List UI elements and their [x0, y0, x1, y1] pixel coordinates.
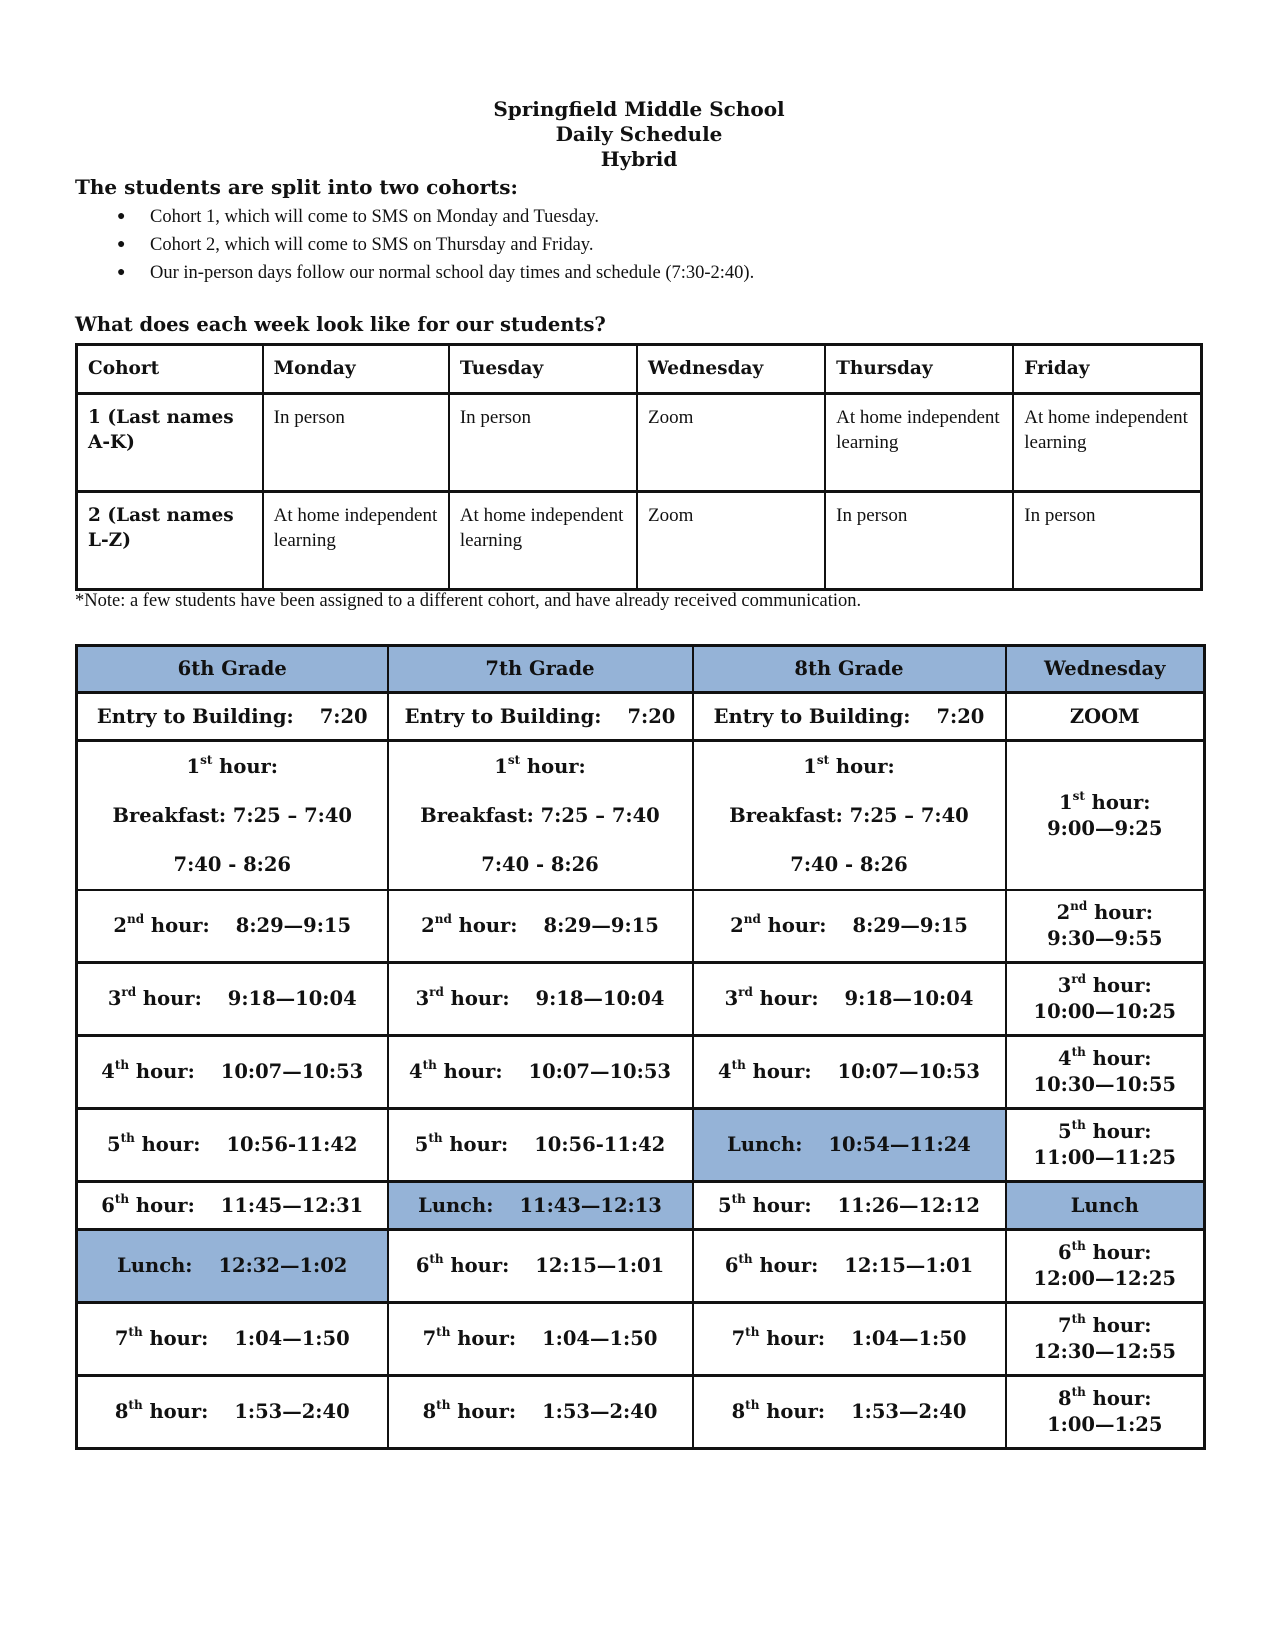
wednesday-period-cell: 4th hour: 10:30—10:55 — [1006, 1036, 1205, 1109]
period-cell: 4th hour: 10:07—10:53 — [77, 1036, 388, 1109]
period-cell: 3rd hour: 9:18—10:04 — [693, 963, 1006, 1036]
column-header: Cohort — [77, 345, 263, 394]
school-name: Springfield Middle School — [493, 97, 785, 121]
table-cell: At home independent learning — [449, 492, 637, 590]
cohort-cell: 1 (Last names A-K) — [77, 394, 263, 492]
document-title — [75, 97, 1203, 172]
period-cell: 7th hour: 1:04—1:50 — [693, 1303, 1006, 1376]
period-cell: 2nd hour: 8:29—9:15 — [77, 890, 388, 963]
schedule-title: Daily Schedule — [555, 122, 723, 146]
wednesday-period-cell: 8th hour: 1:00—1:25 — [1006, 1376, 1205, 1449]
period-cell: 2nd hour: 8:29—9:15 — [388, 890, 693, 963]
column-header: Tuesday — [449, 345, 637, 394]
period-cell: 7th hour: 1:04—1:50 — [77, 1303, 388, 1376]
period-cell: 4th hour: 10:07—10:53 — [388, 1036, 693, 1109]
wednesday-period-cell: 3rd hour: 10:00—10:25 — [1006, 963, 1205, 1036]
first-hour-cell: 1st hour: Breakfast: 7:25 – 7:40 7:40 - 8:26 — [77, 741, 388, 891]
table-cell: At home independent learning — [825, 394, 1013, 492]
period-cell: 6th hour: 12:15—1:01 — [388, 1230, 693, 1303]
wednesday-period-cell: 5th hour: 11:00—11:25 — [1006, 1109, 1205, 1182]
period-cell: 5th hour: 10:56-11:42 — [77, 1109, 388, 1182]
period-cell: 3rd hour: 9:18—10:04 — [77, 963, 388, 1036]
entry-cell: Entry to Building: 7:20 — [693, 693, 1006, 741]
period-cell: 8th hour: 1:53—2:40 — [388, 1376, 693, 1449]
table-row — [77, 394, 1202, 492]
period-cell: 2nd hour: 8:29—9:15 — [693, 890, 1006, 963]
entry-row — [77, 693, 1205, 741]
schedule-mode: Hybrid — [600, 147, 678, 171]
daily-schedule-table — [75, 644, 1206, 1450]
table-row — [77, 492, 1202, 590]
cohort-bullet-list — [75, 203, 754, 287]
period-cell: 6th hour: 12:15—1:01 — [693, 1230, 1006, 1303]
schedule-row — [77, 1182, 1205, 1230]
period-cell: 3rd hour: 9:18—10:04 — [388, 963, 693, 1036]
table-cell: At home independent learning — [1013, 394, 1201, 492]
bullet-dot-icon: ● — [117, 265, 126, 280]
wednesday-lunch-cell: Lunch — [1006, 1182, 1205, 1230]
period-cell: 7th hour: 1:04—1:50 — [388, 1303, 693, 1376]
table-cell: Zoom — [637, 492, 825, 590]
lunch-cell: Lunch: 10:54—11:24 — [693, 1109, 1006, 1182]
table-cell: Zoom — [637, 394, 825, 492]
column-header: Wednesday — [637, 345, 825, 394]
entry-cell: ZOOM — [1006, 693, 1205, 741]
bullet-dot-icon: ● — [117, 209, 126, 224]
cohort-cell: 2 (Last names L-Z) — [77, 492, 263, 590]
wednesday-period-cell: 6th hour: 12:00—12:25 — [1006, 1230, 1205, 1303]
bullet-dot-icon: ● — [117, 237, 126, 252]
period-cell: 5th hour: 10:56-11:42 — [388, 1109, 693, 1182]
table-cell: At home independent learning — [263, 492, 449, 590]
schedule-row — [77, 1230, 1205, 1303]
first-hour-row — [77, 741, 1205, 891]
table-cell: In person — [825, 492, 1013, 590]
column-header: Friday — [1013, 345, 1201, 394]
week-heading: What does each week look like for our students? — [75, 313, 606, 336]
column-header: Monday — [263, 345, 449, 394]
first-hour-cell: 1st hour: Breakfast: 7:25 – 7:40 7:40 - 8:26 — [388, 741, 693, 891]
weekly-cohort-table — [75, 343, 1203, 591]
period-cell: 8th hour: 1:53—2:40 — [693, 1376, 1006, 1449]
column-header: 6th Grade — [77, 646, 388, 693]
wednesday-period-cell: 7th hour: 12:30—12:55 — [1006, 1303, 1205, 1376]
wednesday-first-hour-cell: 1st hour: 9:00—9:25 — [1006, 741, 1205, 891]
table-cell: In person — [449, 394, 637, 492]
first-hour-cell: 1st hour: Breakfast: 7:25 – 7:40 7:40 - 8:26 — [693, 741, 1006, 891]
column-header: Thursday — [825, 345, 1013, 394]
schedule-row — [77, 1109, 1205, 1182]
bullet-item: ● Cohort 1, which will come to SMS on Monday and Tuesday. — [75, 203, 754, 231]
column-header: Wednesday — [1006, 646, 1205, 693]
period-cell: 8th hour: 1:53—2:40 — [77, 1376, 388, 1449]
table-cell: In person — [263, 394, 449, 492]
schedule-header-row — [77, 646, 1205, 693]
period-cell: 6th hour: 11:45—12:31 — [77, 1182, 388, 1230]
period-cell: 5th hour: 11:26—12:12 — [693, 1182, 1006, 1230]
cohort-intro-heading: The students are split into two cohorts: — [75, 175, 518, 199]
schedule-row — [77, 1376, 1205, 1449]
column-header: 8th Grade — [693, 646, 1006, 693]
table-cell: In person — [1013, 492, 1201, 590]
schedule-row — [77, 1303, 1205, 1376]
lunch-cell: Lunch: 11:43—12:13 — [388, 1182, 693, 1230]
bullet-item: ● Our in-person days follow our normal school day times and schedule (7:30-2:40). — [75, 259, 754, 287]
column-header: 7th Grade — [388, 646, 693, 693]
entry-cell: Entry to Building: 7:20 — [77, 693, 388, 741]
schedule-row — [77, 890, 1205, 963]
bullet-item: ● Cohort 2, which will come to SMS on Thursday and Friday. — [75, 231, 754, 259]
entry-cell: Entry to Building: 7:20 — [388, 693, 693, 741]
cohort-note: *Note: a few students have been assigned to a different cohort, and have already received communication. — [75, 591, 862, 611]
schedule-row — [77, 963, 1205, 1036]
table-header-row — [77, 345, 1202, 394]
lunch-cell: Lunch: 12:32—1:02 — [77, 1230, 388, 1303]
period-cell: 4th hour: 10:07—10:53 — [693, 1036, 1006, 1109]
wednesday-period-cell: 2nd hour: 9:30—9:55 — [1006, 890, 1205, 963]
schedule-row — [77, 1036, 1205, 1109]
